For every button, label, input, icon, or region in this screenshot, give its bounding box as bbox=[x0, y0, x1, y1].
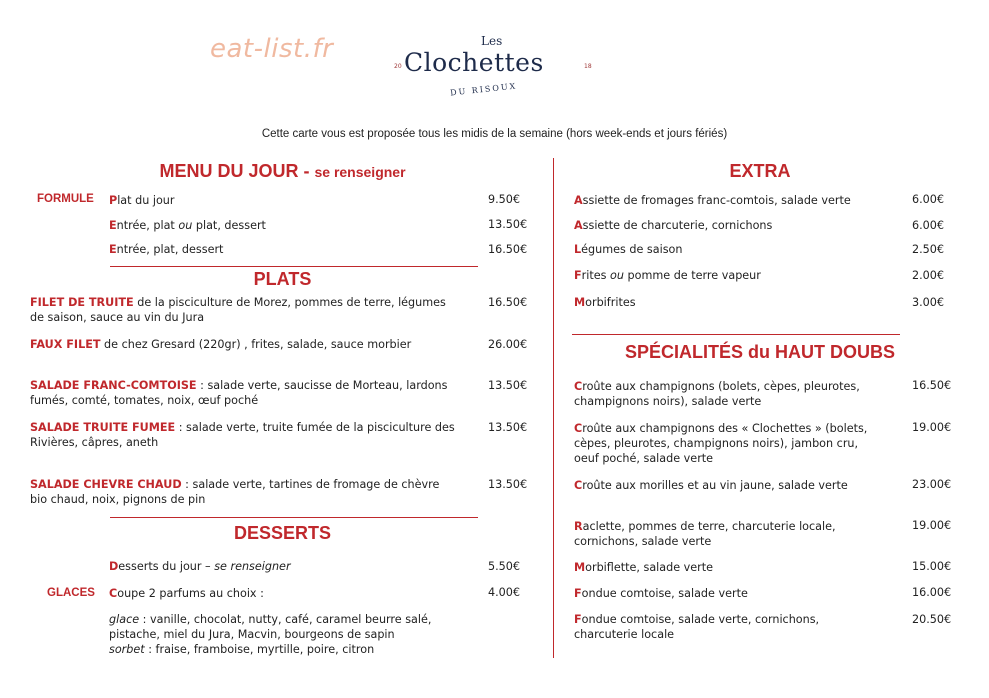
price: 13.50€ bbox=[488, 218, 528, 231]
price: 19.00€ bbox=[912, 519, 952, 532]
initial-letter: C bbox=[574, 422, 583, 435]
price: 16.50€ bbox=[488, 296, 528, 309]
dish-name: SALADE CHEVRE CHAUD bbox=[30, 478, 182, 491]
item-text: cornichons, salade verte bbox=[574, 535, 712, 548]
item-text: oeuf poché, salade verte bbox=[574, 452, 714, 465]
price: 13.50€ bbox=[488, 379, 528, 392]
item-text: ssiette de charcuterie, cornichons bbox=[582, 219, 773, 232]
list-item bbox=[30, 337, 480, 352]
logo-year-right: 18 bbox=[584, 63, 592, 70]
item-text: roûte aux champignons (bolets, cèpes, pleurotes, bbox=[582, 380, 860, 393]
initial-letter: C bbox=[574, 380, 583, 393]
item-text: lat du jour bbox=[117, 194, 175, 207]
item-text: roûte aux champignons des « Clochettes » (bolets, bbox=[582, 422, 868, 435]
list-item bbox=[30, 378, 480, 408]
item-text: esserts du jour – bbox=[118, 560, 215, 573]
item-text: orbiflette, salade verte bbox=[585, 561, 714, 574]
glaces-label: GLACES bbox=[47, 587, 95, 599]
list-item bbox=[574, 379, 909, 409]
price: 16.50€ bbox=[488, 243, 528, 256]
list-item bbox=[30, 420, 480, 450]
item-text: ondue comtoise, salade verte bbox=[581, 587, 748, 600]
price: 6.00€ bbox=[912, 219, 945, 232]
list-item bbox=[109, 218, 266, 233]
list-item bbox=[109, 193, 175, 208]
price: 5.50€ bbox=[488, 560, 521, 573]
price: 19.00€ bbox=[912, 421, 952, 434]
item-text: oupe 2 parfums au choix : bbox=[117, 587, 264, 600]
item-text: égumes de saison bbox=[581, 243, 683, 256]
initial-letter: E bbox=[109, 243, 117, 256]
list-item bbox=[574, 268, 761, 283]
flavours-text: : vanille, chocolat, nutty, café, caramel beurre salé, bbox=[139, 613, 432, 626]
list-item bbox=[574, 242, 682, 257]
divider bbox=[572, 334, 900, 335]
dish-desc: de saison, sauce au vin du Jura bbox=[30, 311, 205, 324]
dish-desc: de la pisciculture de Morez, pommes de terre, légumes bbox=[133, 296, 446, 309]
list-item bbox=[30, 295, 480, 325]
initial-letter: M bbox=[574, 561, 586, 574]
initial-letter: P bbox=[109, 194, 118, 207]
initial-letter: A bbox=[574, 194, 583, 207]
dish-name: FAUX FILET bbox=[30, 338, 101, 351]
price: 13.50€ bbox=[488, 421, 528, 434]
item-text: ntrée, plat bbox=[116, 219, 179, 232]
initial-letter: L bbox=[574, 243, 582, 256]
divider bbox=[110, 517, 478, 518]
item-text: cèpes, pleurotes, champignons noirs), jambon cru, bbox=[574, 437, 859, 450]
flavours-text: pistache, miel du Jura, Macvin, bourgeons de sapin bbox=[109, 628, 395, 641]
item-text: ssiette de fromages franc-comtois, salade verte bbox=[582, 194, 851, 207]
price: 20.50€ bbox=[912, 613, 952, 626]
watermark-text: eat-list.fr bbox=[210, 34, 334, 64]
initial-letter: R bbox=[574, 520, 583, 533]
initial-letter: M bbox=[574, 296, 586, 309]
initial-letter: E bbox=[109, 219, 117, 232]
list-item bbox=[574, 421, 909, 466]
list-item bbox=[109, 242, 223, 257]
initial-letter: C bbox=[109, 587, 118, 600]
list-item bbox=[574, 193, 851, 208]
formule-label: FORMULE bbox=[37, 193, 94, 205]
item-text-italic: se renseigner bbox=[214, 560, 291, 573]
logo-du-risoux: DU RISOUX bbox=[449, 81, 518, 98]
price: 15.00€ bbox=[912, 560, 952, 573]
divider bbox=[110, 266, 478, 267]
dish-desc: Rivières, câpres, aneth bbox=[30, 436, 159, 449]
list-item bbox=[574, 612, 909, 642]
menu-du-jour-subtitle: se renseigner bbox=[314, 164, 406, 180]
price: 16.00€ bbox=[912, 586, 952, 599]
price: 16.50€ bbox=[912, 379, 952, 392]
item-text: orbifrites bbox=[585, 296, 636, 309]
or-word: ou bbox=[178, 219, 193, 232]
item-text: aclette, pommes de terre, charcuterie locale, bbox=[582, 520, 836, 533]
restaurant-logo bbox=[392, 30, 592, 108]
price: 23.00€ bbox=[912, 478, 952, 491]
price: 9.50€ bbox=[488, 193, 521, 206]
list-item bbox=[109, 586, 264, 601]
item-text: ntrée, plat, dessert bbox=[116, 243, 224, 256]
flavours-text: : fraise, framboise, myrtille, poire, citron bbox=[144, 643, 375, 656]
or-word: ou bbox=[610, 269, 624, 282]
flavours-list bbox=[109, 612, 489, 657]
price: 2.50€ bbox=[912, 243, 945, 256]
logo-name: Clochettes bbox=[404, 48, 544, 77]
dish-desc: : salade verte, saucisse de Morteau, lardons bbox=[196, 379, 448, 392]
dish-desc: bio chaud, noix, pignons de pin bbox=[30, 493, 206, 506]
initial-letter: F bbox=[574, 613, 582, 626]
item-text: rites bbox=[581, 269, 611, 282]
extra-title: EXTRA bbox=[729, 161, 791, 181]
list-item bbox=[109, 559, 291, 574]
initial-letter: C bbox=[574, 479, 583, 492]
list-item bbox=[574, 560, 909, 575]
item-text: champignons noirs), salade verte bbox=[574, 395, 762, 408]
item-text: ondue comtoise, salade verte, cornichons, bbox=[581, 613, 820, 626]
logo-les: Les bbox=[481, 34, 503, 48]
price: 6.00€ bbox=[912, 193, 945, 206]
dish-name: SALADE TRUITE FUMEE bbox=[30, 421, 176, 434]
price: 13.50€ bbox=[488, 478, 528, 491]
dish-name: SALADE FRANC-COMTOISE bbox=[30, 379, 197, 392]
dish-desc: de chez Gresard (220gr) , frites, salade, sauce morbier bbox=[100, 338, 412, 351]
list-item bbox=[574, 218, 772, 233]
initial-letter: A bbox=[574, 219, 583, 232]
price: 2.00€ bbox=[912, 269, 945, 282]
item-text: plat, dessert bbox=[192, 219, 266, 232]
price: 26.00€ bbox=[488, 338, 528, 351]
sorbet-label: sorbet bbox=[109, 643, 145, 656]
dish-desc: : salade verte, truite fumée de la pisciculture des bbox=[175, 421, 455, 434]
price: 4.00€ bbox=[488, 586, 521, 599]
initial-letter: D bbox=[109, 560, 119, 573]
dish-name: FILET DE TRUITE bbox=[30, 296, 134, 309]
desserts-title: DESSERTS bbox=[233, 523, 332, 543]
initial-letter: F bbox=[574, 587, 582, 600]
dish-desc: : salade verte, tartines de fromage de chèvre bbox=[181, 478, 440, 491]
list-item bbox=[30, 477, 480, 507]
logo-year-left: 20 bbox=[394, 63, 402, 70]
menu-du-jour-title bbox=[110, 161, 455, 182]
list-item bbox=[574, 478, 909, 493]
list-item bbox=[574, 519, 909, 549]
plats-title: PLATS bbox=[253, 269, 312, 289]
glace-label: glace bbox=[109, 613, 140, 626]
intro-text: Cette carte vous est proposée tous les midis de la semaine (hors week-ends et jours fériés) bbox=[261, 128, 728, 140]
list-item bbox=[574, 586, 909, 601]
item-text: roûte aux morilles et au vin jaune, salade verte bbox=[582, 479, 848, 492]
dish-desc: fumés, comté, tomates, noix, œuf poché bbox=[30, 394, 259, 407]
column-divider bbox=[553, 158, 554, 658]
specialites-title: SPÉCIALITÉS du HAUT DOUBS bbox=[624, 342, 895, 362]
menu-du-jour-heading: MENU DU JOUR - bbox=[159, 161, 310, 181]
price: 3.00€ bbox=[912, 296, 945, 309]
initial-letter: F bbox=[574, 269, 582, 282]
list-item bbox=[574, 295, 636, 310]
item-text: pomme de terre vapeur bbox=[623, 269, 761, 282]
item-text: charcuterie locale bbox=[574, 628, 675, 641]
